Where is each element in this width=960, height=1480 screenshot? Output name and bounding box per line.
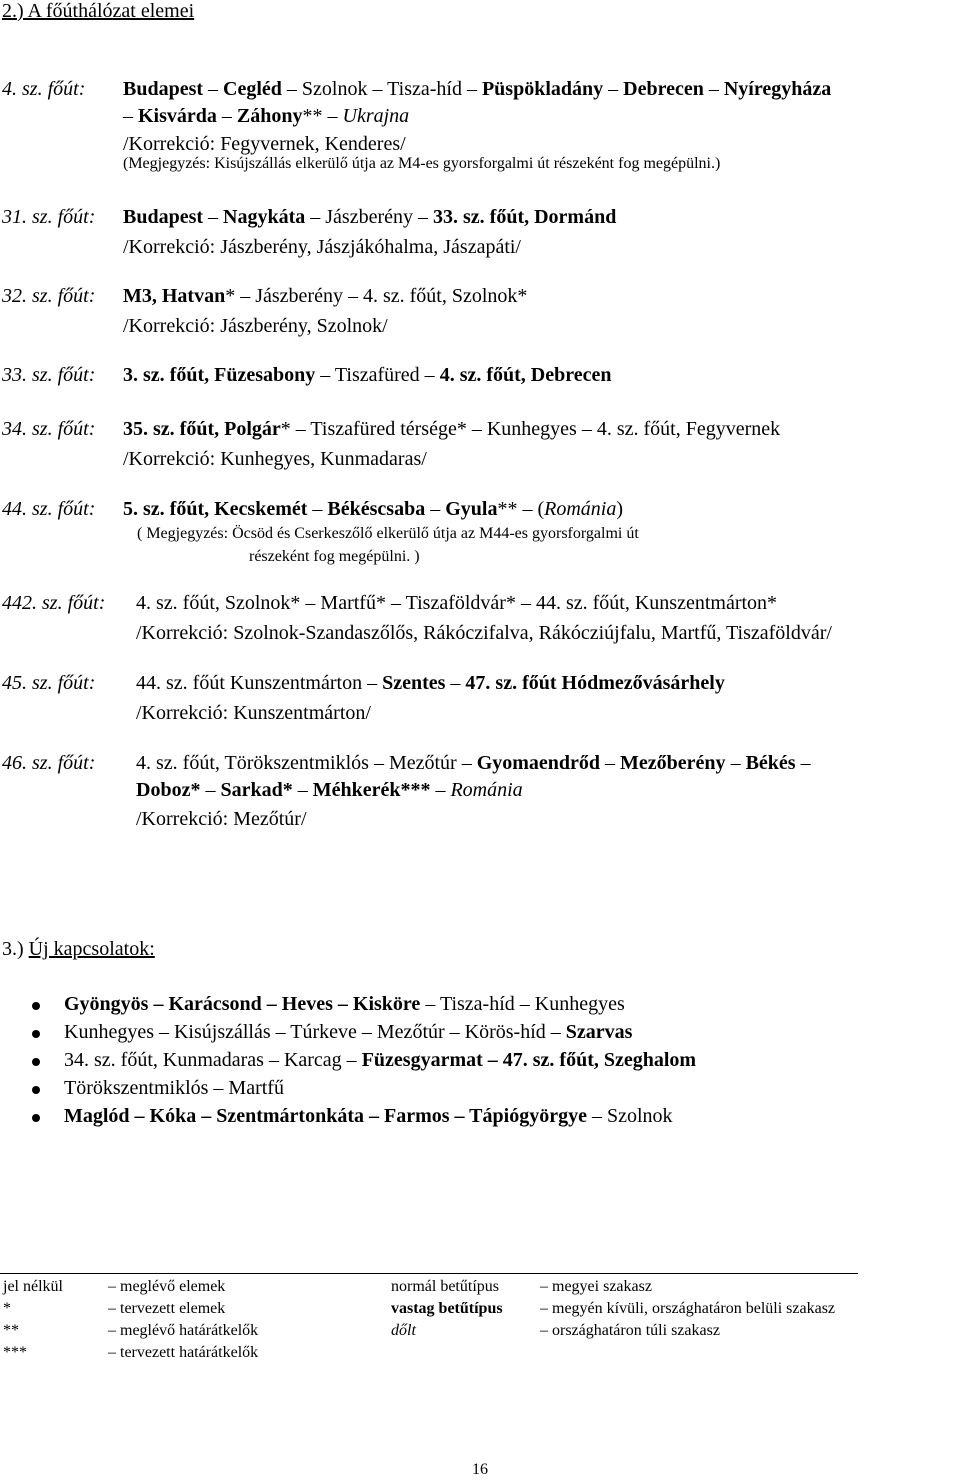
road-line — [123, 236, 521, 259]
text-run: – Szolnok – Tisza-híd – — [281, 78, 482, 100]
text-run: * – Tiszafüred térsége* – Kunhegyes – 4. sz. főút, Fegyvernek — [280, 418, 781, 440]
road-label: főút: — [57, 418, 96, 440]
road-number-label — [2, 498, 95, 521]
road-line — [123, 364, 612, 387]
text-run: Cegléd — [223, 78, 282, 100]
text-run: – — [703, 78, 724, 100]
connection-item — [64, 1049, 696, 1072]
text-run: Doboz* — [136, 779, 201, 801]
text-run: M3, Hatvan — [123, 285, 226, 307]
text-run: 4. sz. főút, Törökszentmiklós – Mezőtúr – — [136, 752, 477, 774]
text-run: – — [200, 779, 221, 801]
legend-symbol: ** — [3, 1322, 19, 1339]
text-run: 4. sz. főút, Debrecen — [439, 364, 612, 386]
road-label: főút: — [47, 78, 86, 100]
text-run: ** – ( — [497, 498, 545, 520]
text-run: – Tiszafüred – — [315, 364, 440, 386]
text-run: Nyíregyháza — [723, 78, 832, 100]
legend-font-style: normál betűtípus — [391, 1278, 499, 1295]
text-run: Szentes — [382, 672, 446, 694]
text-run: – — [430, 779, 451, 801]
text-run: – — [203, 206, 224, 228]
text-run: 33. sz. főút, Dormánd — [433, 206, 617, 228]
connection-item — [64, 993, 625, 1016]
road-line — [123, 206, 616, 229]
road-number-label — [2, 285, 95, 308]
text-run: /Korrekció: Jászberény, Szolnok/ — [123, 315, 388, 337]
legend-description: – tervezett határátkelők — [108, 1344, 259, 1361]
legend-symbol: * — [3, 1300, 11, 1317]
text-run: Gyula — [445, 498, 498, 520]
road-number: 34. sz. — [2, 418, 58, 440]
text-run: Méhkerék*** — [312, 779, 431, 801]
road-line — [123, 133, 406, 156]
section-3-title — [2, 938, 155, 961]
text-run: Szarvas — [565, 1021, 633, 1043]
road-line — [136, 702, 371, 725]
road-line — [136, 672, 725, 695]
text-run: – — [725, 752, 746, 774]
road-line — [136, 779, 523, 802]
text-run: 47. sz. főút Hódmezővásárhely — [465, 672, 725, 694]
road-line — [123, 498, 623, 521]
road-label: főút: — [57, 285, 96, 307]
text-run: Budapest — [123, 78, 204, 100]
road-line — [136, 752, 811, 775]
page-number: 16 — [472, 1461, 488, 1478]
road-label: főút: — [57, 364, 96, 386]
text-run: – Szolnok — [586, 1105, 673, 1127]
text-run: Törökszentmiklós – Martfű — [64, 1077, 284, 1099]
road-number: 33. sz. — [2, 364, 58, 386]
text-run: Budapest — [123, 206, 204, 228]
text-run: Gyöngyös – Karácsond – Heves – Kisköre — [64, 993, 421, 1015]
bullet-icon — [32, 1002, 40, 1010]
text-run: Ukrajna — [342, 105, 410, 127]
text-run: /Korrekció: Szolnok-Szandaszőlős, Rákóczifalva, Rákócziújfalu, Martfű, Tiszaföldvár/ — [136, 622, 832, 644]
road-line — [123, 448, 427, 471]
bullet-icon — [32, 1086, 40, 1094]
road-number: 32. sz. — [2, 285, 58, 307]
road-note-continued: részeként fog megépülni. ) — [249, 548, 420, 565]
legend-symbol: jel nélkül — [3, 1278, 63, 1295]
section-2-title-text: 2.) A főúthálózat elemei — [2, 0, 195, 22]
text-run: – — [292, 779, 313, 801]
legend-symbol: *** — [3, 1344, 27, 1361]
road-number-label — [2, 592, 105, 615]
section-3-title-prefix: 3.) — [2, 938, 29, 960]
text-run: Békés — [745, 752, 796, 774]
text-run: 4. sz. főút, Szolnok* – Martfű* – Tiszaföldvár* – 44. sz. főút, Kunszentmárton* — [136, 592, 778, 614]
road-number-label — [2, 206, 95, 229]
text-run: 34. sz. főút, Kunmadaras – Karcag – — [64, 1049, 362, 1071]
text-run: Békéscsaba — [327, 498, 426, 520]
text-run: /Korrekció: Kunhegyes, Kunmadaras/ — [123, 448, 427, 470]
road-label: főút: — [57, 752, 96, 774]
text-run: Románia — [544, 498, 617, 520]
text-run: Maglód – Kóka – Szentmártonkáta – Farmos – Tápiógyörgye — [64, 1105, 587, 1127]
text-run: Kunhegyes – Kisújszállás – Túrkeve – Mezőtúr – Körös-híd – — [64, 1021, 566, 1043]
road-label: főút: — [57, 498, 96, 520]
road-line — [123, 418, 780, 441]
legend-description: – meglévő határátkelők — [108, 1322, 259, 1339]
text-run: 44. sz. főút Kunszentmárton – — [136, 672, 383, 694]
text-run: /Korrekció: Jászberény, Jászjákóhalma, Jászapáti/ — [123, 236, 521, 258]
road-number: 4. sz. — [2, 78, 48, 100]
bullet-icon — [32, 1058, 40, 1066]
road-number: 45. sz. — [2, 672, 58, 694]
road-label: főút: — [57, 206, 96, 228]
text-run: Gyomaendrőd — [476, 752, 601, 774]
road-number-label — [2, 672, 95, 695]
footnote-rule — [0, 1273, 858, 1274]
road-note: (Megjegyzés: Kisújszállás elkerülő útja az M4-es gyorsforgalmi út részeként fog megépülni.) — [123, 155, 721, 172]
bullet-icon — [32, 1114, 40, 1122]
text-run: ** – — [302, 105, 343, 127]
text-run: Nagykáta — [223, 206, 306, 228]
road-number: 442. sz. — [2, 592, 68, 614]
text-run: /Korrekció: Fegyvernek, Kenderes/ — [123, 133, 406, 155]
road-number-label — [2, 78, 85, 101]
text-run: – Jászberény – — [305, 206, 433, 228]
text-run: – — [445, 672, 466, 694]
legend-description: – megyén kívüli, országhatáron belüli szakasz — [540, 1300, 836, 1317]
text-run: ) — [616, 498, 624, 520]
text-run: 5. sz. főút, Kecskemét — [123, 498, 308, 520]
road-line — [136, 592, 777, 615]
text-run: /Korrekció: Mezőtúr/ — [136, 808, 307, 830]
section-2-title — [2, 0, 194, 23]
text-run: Debrecen — [623, 78, 704, 100]
legend-description: – országhatáron túli szakasz — [540, 1322, 720, 1339]
road-number: 44. sz. — [2, 498, 58, 520]
text-run: Kisvárda — [138, 105, 217, 127]
text-run: 35. sz. főút, Polgár — [123, 418, 281, 440]
connection-item — [64, 1077, 284, 1100]
road-line — [123, 78, 831, 101]
road-line — [136, 622, 832, 645]
text-run: – — [203, 78, 224, 100]
legend-font-style: dőlt — [391, 1322, 416, 1339]
legend-description: – meglévő elemek — [108, 1278, 226, 1295]
text-run: – — [603, 78, 624, 100]
text-run: 3. sz. főút, Füzesabony — [123, 364, 316, 386]
road-line — [123, 315, 388, 338]
road-number-label — [2, 364, 95, 387]
text-run: – — [123, 105, 138, 127]
text-run: Sarkad* — [220, 779, 293, 801]
text-run: – — [425, 498, 446, 520]
road-line — [123, 285, 527, 308]
text-run: Füzesgyarmat – 47. sz. főút, Szeghalom — [361, 1049, 697, 1071]
road-label: főút: — [57, 672, 96, 694]
text-run: Püspökladány — [481, 78, 604, 100]
text-run: – — [307, 498, 328, 520]
road-line — [136, 808, 307, 831]
text-run: Záhony — [236, 105, 303, 127]
text-run: Románia — [450, 779, 523, 801]
section-3-title-underlined: Új kapcsolatok: — [28, 938, 155, 960]
text-run: Mezőberény — [620, 752, 726, 774]
text-run: – Tisza-híd – Kunhegyes — [420, 993, 625, 1015]
text-run: – — [795, 752, 811, 774]
road-label: főút: — [67, 592, 106, 614]
text-run: /Korrekció: Kunszentmárton/ — [136, 702, 371, 724]
road-number-label — [2, 418, 95, 441]
legend-description: – tervezett elemek — [108, 1300, 226, 1317]
text-run: – — [216, 105, 237, 127]
legend-description: – megyei szakasz — [540, 1278, 652, 1295]
connection-item — [64, 1105, 673, 1128]
road-number: 46. sz. — [2, 752, 58, 774]
text-run: – — [600, 752, 621, 774]
text-run: * – Jászberény – 4. sz. főút, Szolnok* — [225, 285, 528, 307]
road-line — [123, 105, 409, 128]
bullet-icon — [32, 1030, 40, 1038]
road-number: 31. sz. — [2, 206, 58, 228]
road-note: ( Megjegyzés: Öcsöd és Cserkeszőlő elkerülő útja az M44-es gyorsforgalmi út — [137, 525, 639, 542]
connection-item — [64, 1021, 632, 1044]
legend-font-style: vastag betűtípus — [391, 1300, 503, 1317]
road-number-label — [2, 752, 95, 775]
